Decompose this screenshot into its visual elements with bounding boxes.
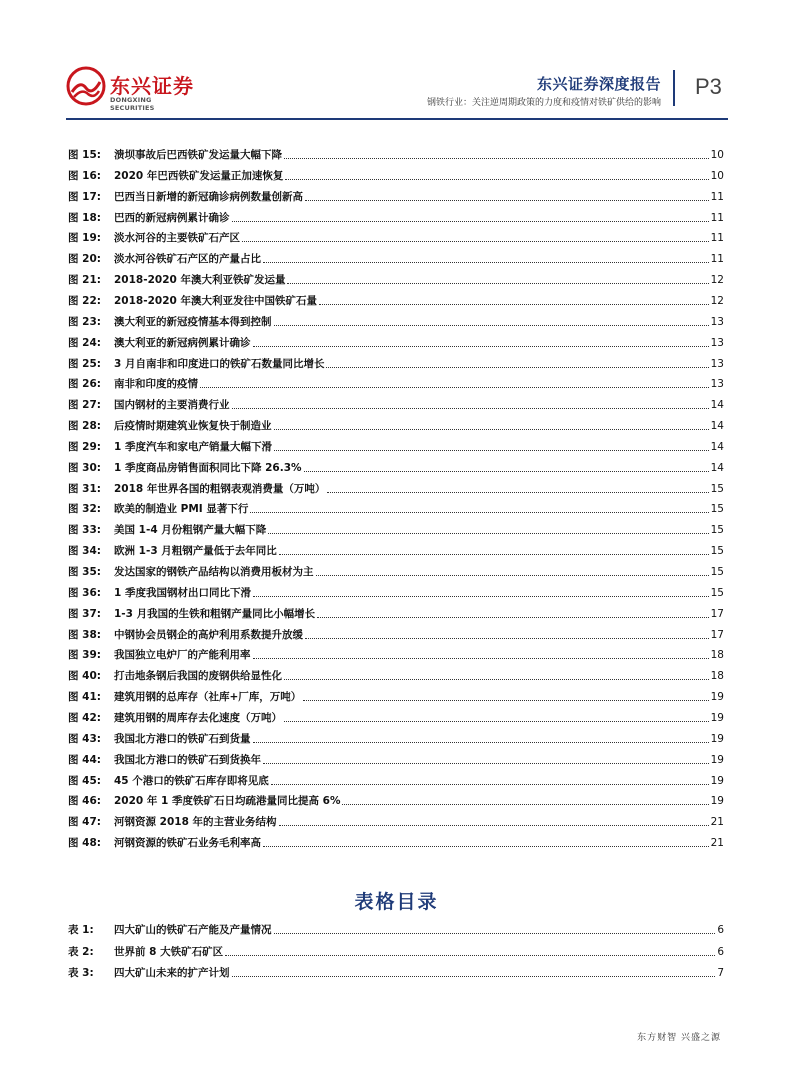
toc-entry-page: 13 — [710, 357, 724, 370]
toc-entry-title: 建筑用钢的总库存（社库+厂库，万吨） — [114, 691, 302, 704]
toc-entry-page: 21 — [710, 837, 724, 850]
toc-entry[interactable] — [68, 250, 724, 266]
toc-entry[interactable] — [68, 563, 724, 579]
toc-entry-page: 15 — [710, 586, 724, 599]
toc-leader-dots — [305, 638, 709, 639]
header-divider — [673, 70, 675, 106]
toc-leader-dots — [284, 679, 709, 680]
toc-entry-number: 图 38: — [68, 628, 101, 641]
toc-entry-number: 图 19: — [68, 232, 101, 245]
toc-entry-number: 图 18: — [68, 211, 101, 224]
header-rule — [66, 118, 728, 120]
toc-entry-page: 11 — [710, 232, 724, 245]
toc-entry-title: 澳大利亚的新冠疫情基本得到控制 — [114, 315, 272, 328]
toc-entry[interactable] — [68, 334, 724, 350]
toc-entry[interactable] — [68, 730, 724, 746]
toc-entry-page: 15 — [710, 503, 724, 516]
toc-entry-page: 11 — [710, 190, 724, 203]
toc-entry-number: 图 25: — [68, 357, 101, 370]
toc-leader-dots — [250, 512, 708, 513]
toc-leader-dots — [225, 955, 715, 956]
tables-section-title: 表格目录 — [354, 891, 439, 913]
toc-leader-dots — [304, 471, 709, 472]
toc-entry-number: 表 2: — [68, 945, 94, 958]
toc-entry-page: 17 — [710, 628, 724, 641]
toc-entry-number: 图 32: — [68, 503, 101, 516]
toc-entry[interactable] — [68, 751, 724, 767]
toc-entry-title: 四大矿山的铁矿石产能及产量情况 — [114, 924, 272, 936]
toc-leader-dots — [253, 658, 709, 659]
toc-entry-number: 图 29: — [68, 440, 101, 453]
logo-mark-icon — [66, 66, 106, 106]
toc-entry-number: 图 34: — [68, 545, 101, 558]
toc-entry-title: 1-3 月我国的生铁和粗钢产量同比小幅增长 — [114, 607, 316, 620]
toc-entry-page: 7 — [717, 967, 724, 979]
toc-leader-dots — [253, 596, 709, 597]
toc-entry[interactable] — [68, 964, 724, 980]
toc-entry-title: 淡水河谷的主要铁矿石产区 — [114, 232, 240, 245]
toc-entry-title: 河钢资源的铁矿石业务毛利率高 — [114, 837, 261, 850]
page-number: P3 — [695, 74, 722, 99]
toc-leader-dots — [263, 846, 709, 847]
report-subtitle: 钢铁行业：关注逆周期政策的力度和疫情对铁矿供给的影响 — [426, 98, 661, 108]
toc-entry[interactable] — [68, 313, 724, 329]
toc-entry[interactable] — [68, 626, 724, 642]
toc-entry-number: 图 43: — [68, 732, 101, 745]
toc-entry-number: 图 36: — [68, 586, 101, 599]
toc-entry-number: 图 37: — [68, 607, 101, 620]
toc-entry[interactable] — [68, 943, 724, 959]
toc-entry-number: 图 40: — [68, 670, 101, 683]
toc-entry-title: 我国北方港口的铁矿石到货量 — [114, 732, 251, 745]
toc-entry-title: 发达国家的钢铁产品结构以消费用板材为主 — [114, 566, 314, 578]
toc-entry-number: 图 15: — [68, 149, 101, 161]
toc-entry-page: 15 — [710, 482, 724, 495]
toc-entry-number: 图 48: — [68, 837, 101, 850]
toc-leader-dots — [317, 617, 709, 618]
toc-entry-number: 图 44: — [68, 753, 101, 766]
toc-entry[interactable] — [68, 188, 724, 204]
logo-text-cn: 东兴证券 — [110, 74, 194, 98]
toc-entry[interactable] — [68, 813, 724, 829]
toc-leader-dots — [253, 346, 709, 347]
toc-leader-dots — [279, 554, 709, 555]
toc-entry-page: 12 — [710, 294, 724, 307]
toc-entry[interactable] — [68, 521, 724, 537]
toc-leader-dots — [232, 976, 716, 977]
toc-leader-dots — [326, 367, 708, 368]
toc-entry-page: 13 — [710, 315, 724, 328]
toc-entry-number: 图 26: — [68, 378, 101, 391]
toc-entry-title: 我国独立电炉厂的产能利用率 — [114, 649, 251, 662]
toc-entry[interactable] — [68, 772, 724, 788]
toc-entry-number: 图 31: — [68, 482, 101, 495]
toc-entry-title: 河钢资源 2018 年的主营业务结构 — [114, 816, 277, 829]
toc-entry-number: 图 27: — [68, 399, 101, 412]
toc-entry-title: 巴西的新冠病例累计确诊 — [114, 211, 230, 224]
toc-entry[interactable] — [68, 459, 724, 475]
toc-entry-number: 图 24: — [68, 336, 101, 349]
toc-entry-page: 11 — [710, 253, 724, 266]
toc-entry-title: 美国 1-4 月份粗钢产量大幅下降 — [114, 524, 267, 537]
toc-entry-title: 打击地条钢后我国的废钢供给显性化 — [114, 670, 282, 683]
company-logo — [66, 66, 196, 112]
logo-text-en: DONGXING SECURITIES — [110, 96, 155, 112]
toc-entry-title: 2018-2020 年澳大利亚发往中国铁矿石量 — [114, 294, 317, 307]
toc-leader-dots — [279, 825, 709, 826]
toc-leader-dots — [303, 700, 708, 701]
toc-entry[interactable] — [68, 500, 724, 516]
toc-leader-dots — [268, 533, 708, 534]
toc-entry-title: 1 季度商品房销售面积同比下降 26.3% — [114, 461, 302, 474]
toc-entry[interactable] — [68, 417, 724, 433]
toc-entry-number: 图 39: — [68, 649, 101, 662]
footer-slogan: 东方财智 兴盛之源 — [637, 1033, 721, 1043]
toc-leader-dots — [327, 492, 708, 493]
toc-entry-title: 3 月自南非和印度进口的铁矿石数量同比增长 — [114, 357, 325, 370]
toc-entry[interactable] — [68, 667, 724, 683]
toc-leader-dots — [200, 387, 709, 388]
toc-leader-dots — [285, 179, 708, 180]
toc-entry-title: 澳大利亚的新冠病例累计确诊 — [114, 336, 251, 349]
toc-leader-dots — [316, 575, 709, 576]
toc-entry[interactable] — [68, 792, 724, 808]
toc-leader-dots — [274, 325, 709, 326]
toc-entry-number: 表 1: — [68, 924, 94, 936]
toc-entry-page: 14 — [710, 399, 724, 412]
toc-entry[interactable] — [68, 834, 724, 850]
toc-entry-page: 19 — [710, 774, 724, 787]
toc-entry-title: 中钢协会员钢企的高炉利用系数提升放缓 — [114, 628, 303, 641]
toc-entry[interactable] — [68, 542, 724, 558]
toc-leader-dots — [284, 158, 709, 159]
toc-entry-page: 11 — [710, 211, 724, 224]
toc-entry-page: 14 — [710, 461, 724, 474]
toc-leader-dots — [242, 241, 709, 242]
toc-entry-title: 四大矿山未来的扩产计划 — [114, 967, 230, 979]
toc-entry-number: 图 30: — [68, 461, 101, 474]
toc-entry-title: 国内钢材的主要消费行业 — [114, 399, 230, 412]
toc-entry-title: 45 个港口的铁矿石库存即将见底 — [114, 774, 269, 787]
toc-entry-page: 19 — [710, 711, 724, 724]
toc-leader-dots — [342, 804, 708, 805]
toc-entry-title: 欧美的制造业 PMI 显著下行 — [114, 503, 249, 516]
toc-entry-number: 图 22: — [68, 294, 101, 307]
toc-entry-title: 南非和印度的疫情 — [114, 378, 198, 391]
toc-entry-page: 19 — [710, 795, 724, 808]
toc-entry-number: 图 35: — [68, 566, 101, 578]
toc-entry-title: 1 季度汽车和家电产销量大幅下滑 — [114, 440, 272, 453]
toc-leader-dots — [287, 283, 708, 284]
toc-entry-page: 13 — [710, 336, 724, 349]
page-header — [0, 0, 793, 125]
toc-entry-page: 15 — [710, 545, 724, 558]
toc-leader-dots — [284, 721, 709, 722]
toc-entry[interactable] — [68, 355, 724, 371]
toc-entry[interactable] — [68, 480, 724, 496]
toc-entry[interactable] — [68, 688, 724, 704]
toc-entry-title: 后疫情时期建筑业恢复快于制造业 — [114, 420, 272, 433]
toc-entry[interactable] — [68, 271, 724, 287]
toc-entry[interactable] — [68, 646, 724, 662]
toc-entry-page: 19 — [710, 691, 724, 704]
toc-leader-dots — [274, 450, 709, 451]
toc-entry-title: 世界前 8 大铁矿石矿区 — [114, 945, 224, 958]
toc-entry-page: 18 — [710, 670, 724, 683]
toc-entry[interactable] — [68, 375, 724, 391]
toc-entry-page: 13 — [710, 378, 724, 391]
toc-entry-number: 图 46: — [68, 795, 101, 808]
toc-entry-page: 6 — [717, 924, 724, 936]
toc-entry-page: 15 — [710, 524, 724, 537]
toc-entry-number: 图 21: — [68, 274, 101, 287]
toc-entry-number: 图 33: — [68, 524, 101, 537]
toc-entry[interactable] — [68, 292, 724, 308]
toc-entry[interactable] — [68, 146, 724, 162]
toc-entry-title: 溃坝事故后巴西铁矿发运量大幅下降 — [114, 149, 282, 161]
toc-entry-number: 图 23: — [68, 315, 101, 328]
toc-entry[interactable] — [68, 229, 724, 245]
toc-entry[interactable] — [68, 438, 724, 454]
toc-entry-page: 6 — [717, 945, 724, 958]
toc-entry-number: 图 28: — [68, 420, 101, 433]
toc-entry-page: 18 — [710, 649, 724, 662]
toc-leader-dots — [232, 221, 709, 222]
toc-entry-number: 图 42: — [68, 711, 101, 724]
toc-entry-page: 15 — [710, 566, 724, 578]
toc-entry-page: 14 — [710, 420, 724, 433]
toc-entry-title: 我国北方港口的铁矿石到货换年 — [114, 753, 261, 766]
toc-entry[interactable] — [68, 605, 724, 621]
toc-entry[interactable] — [68, 209, 724, 225]
toc-leader-dots — [305, 200, 709, 201]
toc-entry-page: 14 — [710, 440, 724, 453]
toc-entry-title: 2020 年巴西铁矿发运量正加速恢复 — [114, 169, 284, 182]
toc-entry-number: 图 45: — [68, 774, 101, 787]
toc-entry-page: 19 — [710, 732, 724, 745]
toc-leader-dots — [263, 262, 709, 263]
report-title: 东兴证券深度报告 — [536, 75, 661, 93]
toc-entry-title: 2018-2020 年澳大利亚铁矿发运量 — [114, 274, 286, 287]
toc-entry-title: 1 季度我国钢材出口同比下滑 — [114, 586, 251, 599]
toc-entry[interactable] — [68, 167, 724, 183]
toc-entry-page: 19 — [710, 753, 724, 766]
toc-entry[interactable] — [68, 396, 724, 412]
toc-leader-dots — [263, 763, 709, 764]
toc-entry-page: 17 — [710, 607, 724, 620]
toc-entry-page: 10 — [710, 169, 724, 182]
toc-leader-dots — [232, 408, 709, 409]
toc-entry-page: 21 — [710, 816, 724, 829]
toc-entry-page: 10 — [710, 149, 724, 161]
toc-entry-title: 2020 年 1 季度铁矿石日均疏港量同比提高 6% — [114, 795, 341, 808]
toc-leader-dots — [271, 784, 709, 785]
toc-entry-title: 欧洲 1-3 月粗钢产量低于去年同比 — [114, 545, 277, 558]
toc-entry[interactable] — [68, 921, 724, 937]
toc-leader-dots — [253, 742, 709, 743]
toc-entry-title: 2018 年世界各国的粗钢表观消费量（万吨） — [114, 482, 326, 495]
toc-entry[interactable] — [68, 584, 724, 600]
toc-entry-number: 图 41: — [68, 691, 101, 704]
toc-entry-title: 巴西当日新增的新冠确诊病例数量创新高 — [114, 190, 303, 203]
toc-entry-number: 图 20: — [68, 253, 101, 266]
toc-entry-number: 图 16: — [68, 169, 101, 182]
toc-entry-number: 图 47: — [68, 816, 101, 829]
toc-entry-page: 12 — [710, 274, 724, 287]
toc-entry-title: 淡水河谷铁矿石产区的产量占比 — [114, 253, 261, 266]
toc-entry-number: 图 17: — [68, 190, 101, 203]
toc-entry-number: 表 3: — [68, 967, 94, 979]
toc-entry[interactable] — [68, 709, 724, 725]
toc-leader-dots — [274, 429, 709, 430]
toc-leader-dots — [319, 304, 709, 305]
toc-entry-title: 建筑用钢的周库存去化速度（万吨） — [114, 711, 282, 724]
toc-leader-dots — [274, 933, 716, 934]
